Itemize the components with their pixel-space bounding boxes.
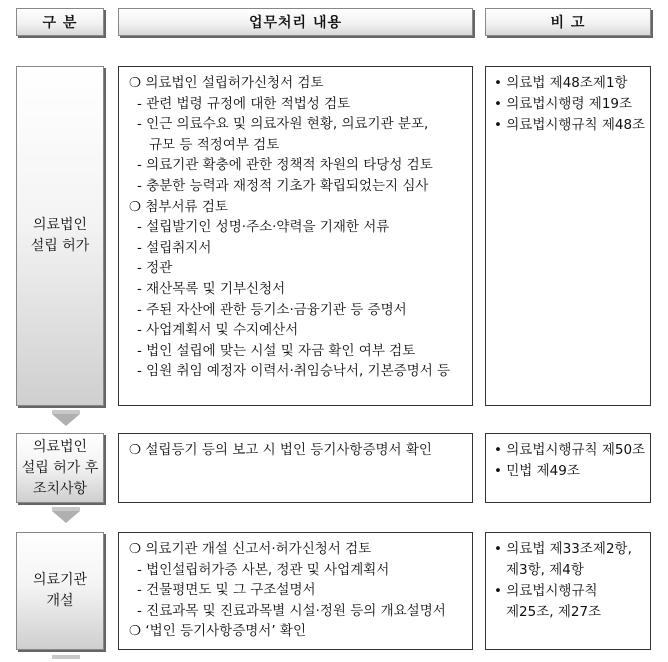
note-cell-establishment bbox=[485, 66, 651, 406]
header-content bbox=[118, 8, 473, 36]
content-line: - 재산목록 및 기부신청서 bbox=[137, 280, 286, 297]
content-line: - 설립취지서 bbox=[137, 239, 212, 256]
content-cell-establishment bbox=[118, 66, 473, 406]
flow-arrow-down-icon bbox=[52, 511, 80, 523]
flow-arrow-down-icon bbox=[52, 414, 80, 426]
content-line: ❍ 의료기관 개설 신고서·허가신청서 검토 bbox=[129, 541, 372, 557]
content-line: - 건물평면도 및 그 구조설명서 bbox=[137, 582, 316, 599]
content-line: - 설립발기인 성명·주소·약력을 기재한 서류 bbox=[137, 219, 390, 236]
note-cell-post-establishment bbox=[485, 433, 651, 503]
header-note-label: 비 고 bbox=[550, 15, 586, 31]
flow-arrow-bar bbox=[52, 655, 80, 659]
content-line: - 정관 bbox=[137, 260, 173, 277]
note-line: • 의료법 제33조제2항, bbox=[494, 541, 632, 557]
content-cell-post-establishment bbox=[118, 433, 473, 503]
header-content-label: 업무처리 내용 bbox=[248, 15, 343, 31]
category-line: 설립 허가 bbox=[30, 238, 90, 254]
category-cell-facility-opening bbox=[16, 532, 104, 650]
content-line: - 인근 의료수요 및 의료자원 현황, 의료기관 분포, bbox=[137, 116, 429, 133]
note-line: • 의료법 제48조제1항 bbox=[494, 75, 628, 91]
content-line: - 관련 법령 규정에 대한 적법성 검토 bbox=[137, 95, 351, 112]
content-line: - 충분한 능력과 재정적 기초가 확립되었는지 심사 bbox=[137, 177, 429, 194]
note-line: • 의료법시행규칙 제50조 bbox=[494, 442, 646, 458]
category-line: 의료법인 bbox=[32, 438, 88, 455]
note-line: • 민법 제49조 bbox=[494, 463, 580, 479]
content-line: ❍ 의료법인 설립허가신청서 검토 bbox=[129, 75, 324, 91]
category-line: 조치사항 bbox=[32, 480, 88, 497]
content-line: - 법인설립허가증 사본, 정관 및 사업계획서 bbox=[137, 561, 390, 578]
content-line: ❍ ‘법인 등기사항증명서’ 확인 bbox=[129, 623, 307, 640]
content-line: - 법인 설립에 맞는 시설 및 자금 확인 여부 검토 bbox=[137, 342, 416, 359]
content-line: - 임원 취임 예정자 이력서·취임승낙서, 기본증명서 등 bbox=[137, 363, 451, 380]
header-note bbox=[485, 8, 651, 36]
note-line: 제3항, 제4항 bbox=[506, 562, 584, 578]
content-line: - 진료과목 및 진료과목별 시설·정원 등의 개요설명서 bbox=[137, 602, 446, 619]
content-line: - 의료기관 확충에 관한 정책적 차원의 타당성 검토 bbox=[137, 157, 433, 174]
content-line: - 사업계획서 및 수지예산서 bbox=[137, 322, 299, 339]
category-cell-post-establishment bbox=[16, 433, 104, 503]
category-line: 의료기관 bbox=[32, 572, 88, 588]
note-line: 제25조, 제27조 bbox=[506, 604, 602, 620]
header-category bbox=[16, 8, 104, 36]
content-line: ❍ 설립등기 등의 보고 시 법인 등기사항증명서 확인 bbox=[129, 442, 432, 458]
category-line: 설립 허가 후 bbox=[21, 459, 99, 476]
header-category-label: 구 분 bbox=[42, 15, 78, 31]
category-line: 개설 bbox=[46, 593, 74, 609]
content-line: ❍ 첨부서류 검토 bbox=[129, 198, 228, 215]
note-line: • 의료법시행규칙 제48조 bbox=[494, 117, 646, 133]
category-line: 의료법인 bbox=[32, 217, 88, 233]
note-cell-facility-opening bbox=[485, 532, 651, 650]
content-line: 규모 등 적정여부 검토 bbox=[149, 136, 280, 153]
note-line: • 의료법시행규칙 bbox=[494, 583, 598, 599]
content-line: - 주된 자산에 관한 등기소·금융기관 등 증명서 bbox=[137, 301, 407, 318]
content-cell-facility-opening bbox=[118, 532, 473, 650]
category-cell-establishment bbox=[16, 66, 104, 406]
note-line: • 의료법시행령 제19조 bbox=[494, 96, 633, 112]
